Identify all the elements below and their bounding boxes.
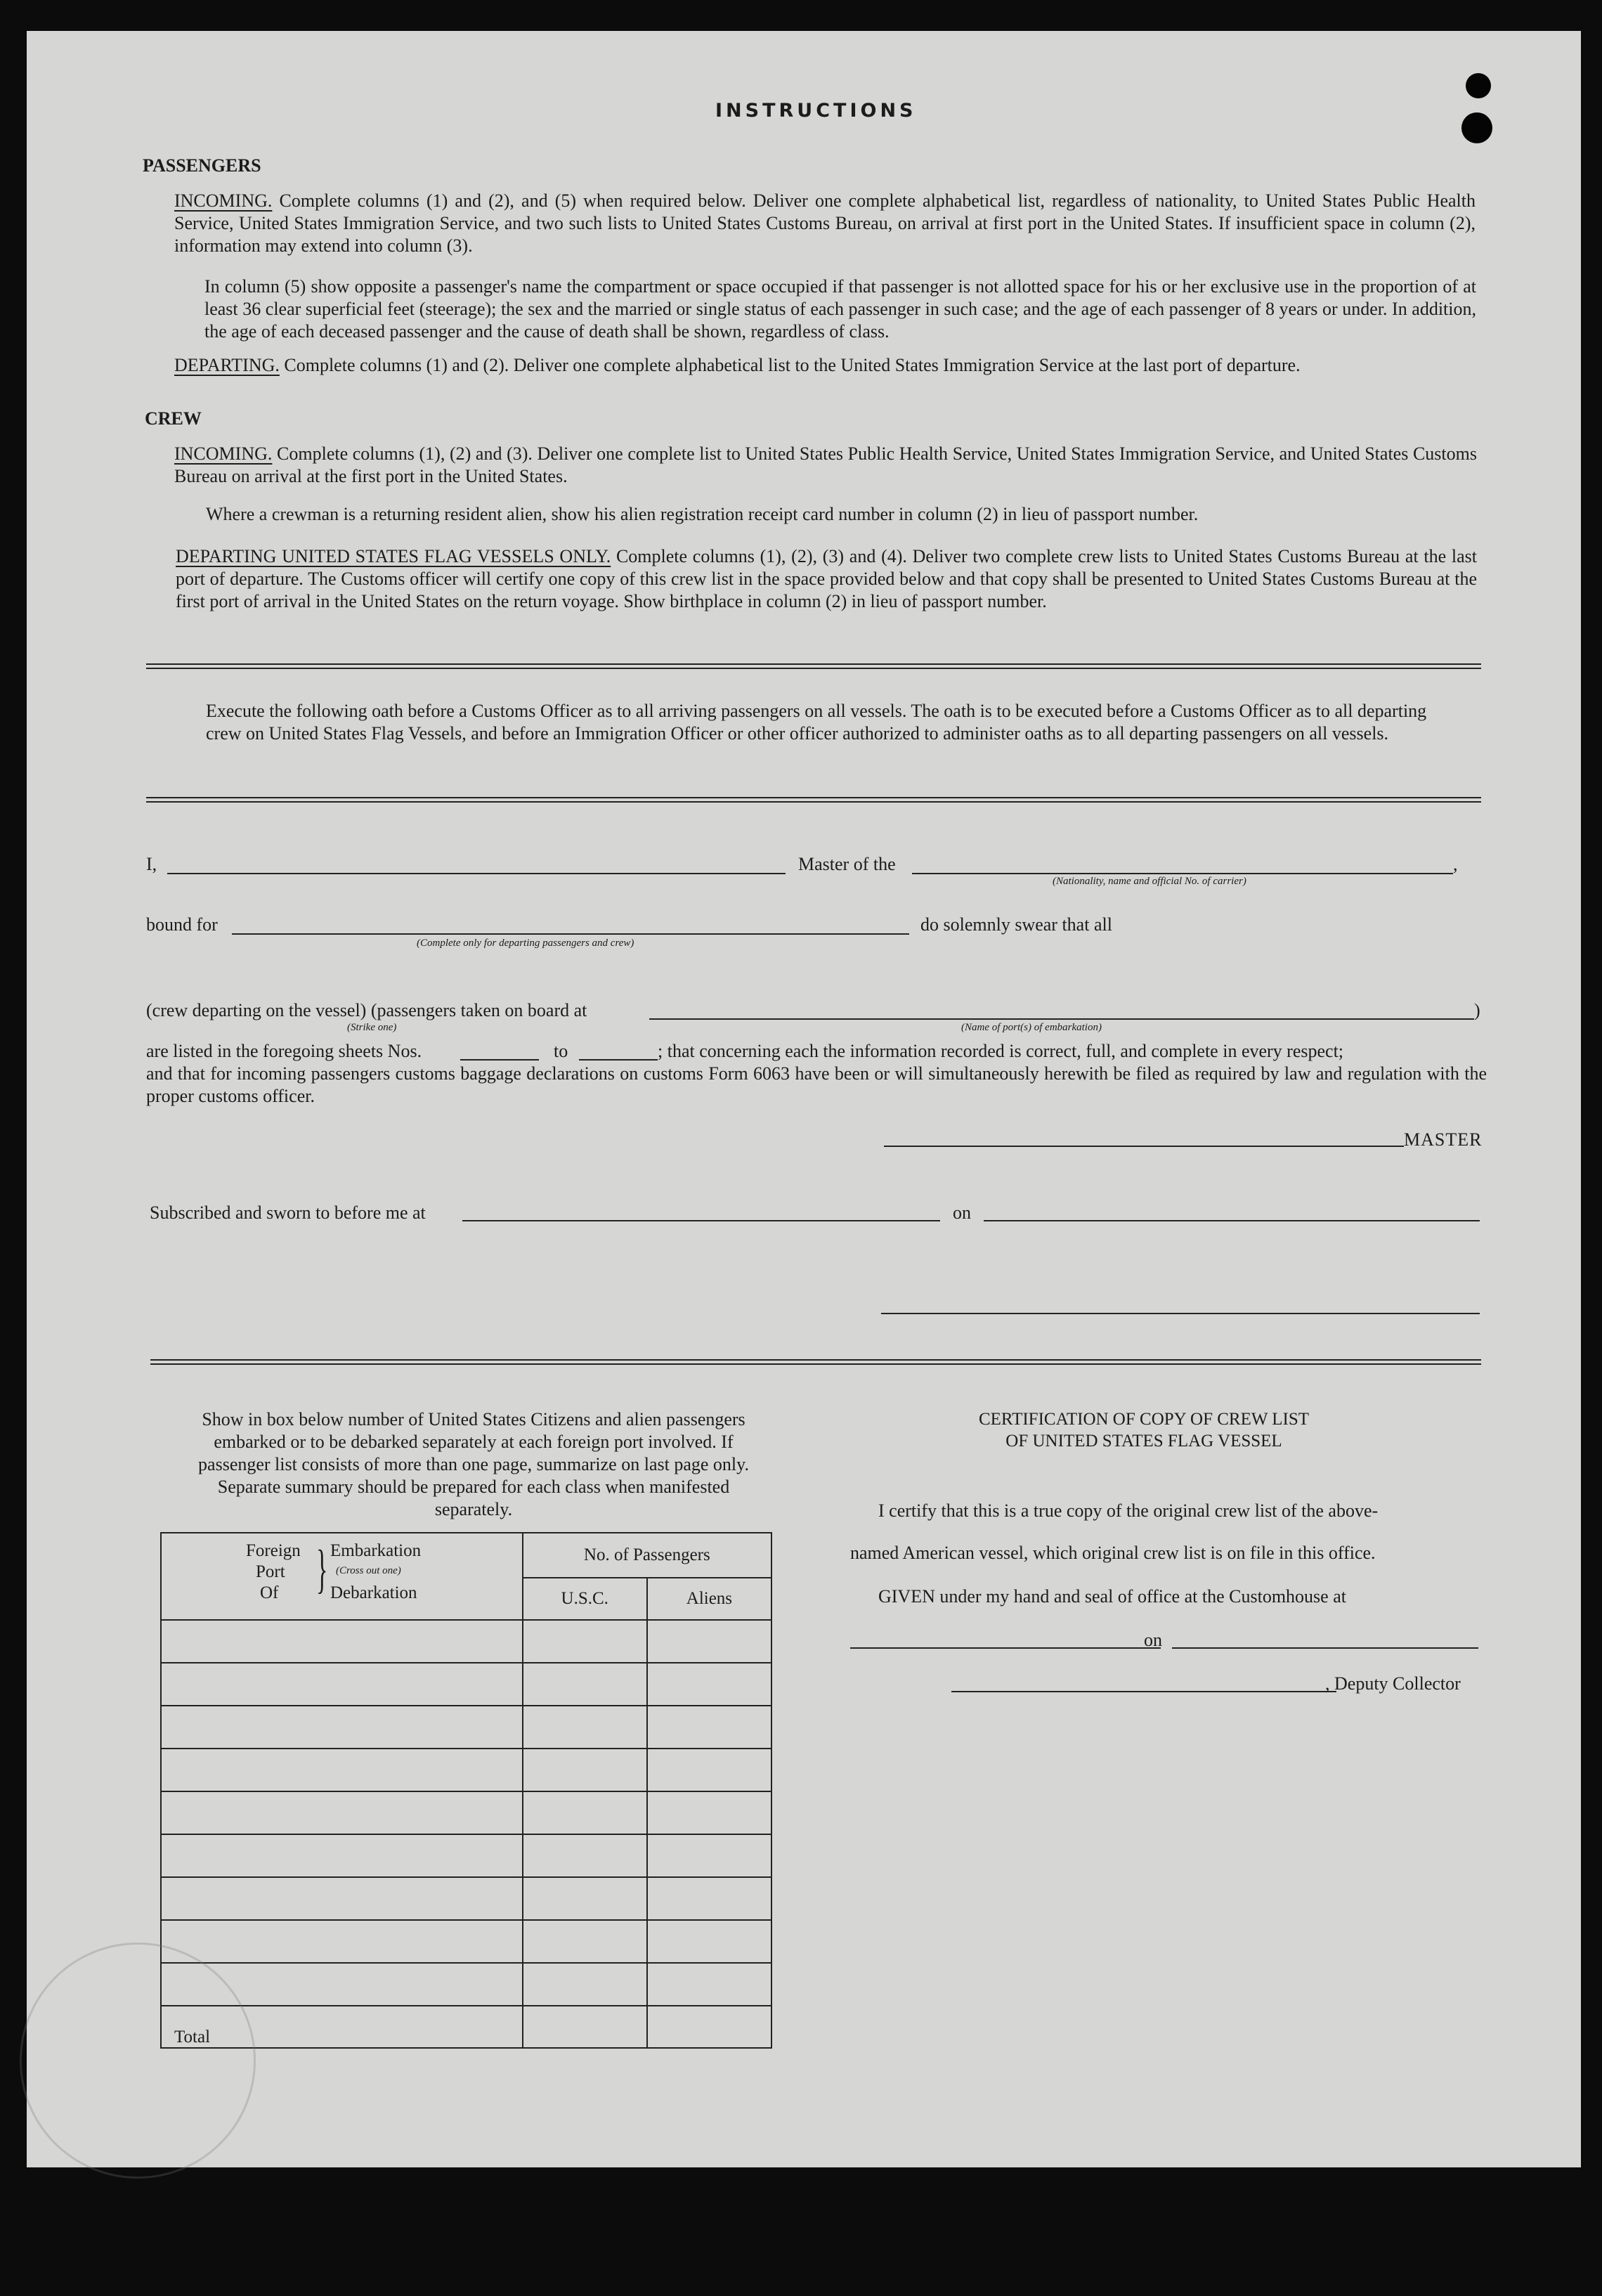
passengers-heading: PASSENGERS	[143, 155, 261, 176]
oath-comma: ,	[1453, 854, 1458, 874]
crew-departing-paragraph	[176, 545, 1477, 613]
certify-text: I certify that this is a true copy of the original crew list of the above-	[878, 1500, 1379, 1521]
embarkation-label: Embarkation	[330, 1541, 422, 1560]
table-row	[161, 1834, 771, 1877]
crew-departing-text: Complete columns (1), (2), (3) and (4). Deliver two complete crew lists to United States Customs Bureau at the last port of departure. The Customs officer will certify one copy of this crew list in the space provided below and that copy shall be presented to United States Customs Bureau at the first port of arrival in the United States on the return voyage. Show birthplace in column (2) in lieu of passport number.	[176, 546, 1478, 611]
given-text: GIVEN under my hand and seal of office at the Customhouse at	[878, 1586, 1346, 1607]
port-cell[interactable]	[161, 1920, 523, 1963]
usc-cell[interactable]	[523, 1749, 647, 1791]
certification-title-1: CERTIFICATION OF COPY OF CREW LIST	[978, 1410, 1310, 1429]
of-label: Of	[260, 1583, 279, 1602]
table-row	[161, 1706, 771, 1749]
table-row	[161, 1663, 771, 1706]
table-row	[161, 1877, 771, 1920]
passengers-departing-text: Complete columns (1) and (2). Deliver one complete alphabetical list to the United States Immigration Service at the last port of departure.	[284, 355, 1301, 375]
aliens-cell[interactable]	[647, 1749, 771, 1791]
foreign-label: Foreign	[246, 1541, 301, 1560]
divider-1	[146, 663, 1481, 669]
page-title: INSTRUCTIONS	[715, 100, 917, 122]
carrier-caption: (Nationality, name and official No. of carrier)	[1053, 876, 1246, 887]
table-row	[161, 1749, 771, 1791]
listed-rest: and that for incoming passengers customs baggage declarations on customs Form 6063 have been or will simultaneously herewith be filed as required by law and regulation with the proper customs officer.	[146, 1063, 1487, 1106]
usc-header: U.S.C.	[523, 1578, 647, 1620]
aliens-cell[interactable]	[647, 1620, 771, 1663]
passengers-incoming-label: INCOMING.	[174, 190, 273, 211]
sworn-date-line[interactable]	[984, 1220, 1480, 1221]
sworn-on-label: on	[953, 1202, 971, 1223]
crew-departing-label: DEPARTING UNITED STATES FLAG VESSELS ONLY.	[176, 546, 611, 566]
certification-title-2: OF UNITED STATES FLAG VESSEL	[1005, 1432, 1282, 1451]
close-paren: )	[1474, 1000, 1480, 1020]
stamp-seal	[20, 1942, 256, 2179]
listed-b: ; that concerning each the information recorded is correct, full, and complete in every respect;	[658, 1041, 1344, 1061]
aliens-cell[interactable]	[647, 1920, 771, 1963]
punch-hole-2	[1466, 73, 1491, 98]
usc-cell[interactable]	[523, 1920, 647, 1963]
form-sheet	[27, 31, 1581, 2167]
usc-cell[interactable]	[523, 1706, 647, 1749]
listed-a: are listed in the foregoing sheets Nos.	[146, 1041, 422, 1061]
usc-cell[interactable]	[523, 1834, 647, 1877]
aliens-header: Aliens	[647, 1578, 771, 1620]
swear-text: do solemnly swear that all	[920, 914, 1112, 935]
usc-total-cell[interactable]	[523, 2006, 647, 2048]
sworn-place-line[interactable]	[462, 1220, 940, 1221]
crew-incoming-paragraph	[174, 443, 1477, 488]
table-row	[161, 1963, 771, 2006]
usc-cell[interactable]	[523, 1963, 647, 2006]
subscribed-label: Subscribed and sworn to before me at	[150, 1202, 426, 1223]
punch-hole-1	[1461, 112, 1492, 143]
officer-signature-line[interactable]	[881, 1313, 1480, 1314]
aliens-cell[interactable]	[647, 1877, 771, 1920]
brace-icon: }	[316, 1540, 328, 1599]
ports-caption: (Name of port(s) of embarkation)	[961, 1022, 1102, 1033]
port-cell[interactable]	[161, 1749, 523, 1791]
ports-line[interactable]	[649, 1018, 1474, 1020]
named-text: named American vessel, which original crew list is on file in this office.	[850, 1543, 1376, 1563]
port-cell[interactable]	[161, 1834, 523, 1877]
usc-cell[interactable]	[523, 1791, 647, 1834]
crew-incoming-text: Complete columns (1), (2) and (3). Deliver one complete list to United States Public Health Service, United States Immigration Service, and United States Customs Bureau on arrival at the first port in the United States.	[174, 443, 1477, 486]
master-signature-line[interactable]	[884, 1146, 1404, 1147]
bound-for-line[interactable]	[232, 933, 909, 935]
crew-heading: CREW	[145, 408, 202, 429]
divider-3	[150, 1359, 1481, 1365]
crew-alien-text: Where a crewman is a returning resident alien, show his alien registration receipt card number in column (2) in lieu of passport number.	[206, 504, 1199, 524]
crew-incoming-label: INCOMING.	[174, 443, 273, 464]
port-label: Port	[256, 1562, 285, 1581]
listed-to: to	[554, 1041, 568, 1061]
passengers-incoming-text: Complete columns (1) and (2), and (5) when required below. Deliver one complete alphabetical list, regardless of nationality, to United States Public Health Service, United States Immigration Service, and two such lists to United States Customs Bureau, on arrival at first port in the United States. If insufficient space in column (2), information may extend into column (3).	[174, 190, 1476, 256]
port-header-cell	[161, 1533, 523, 1620]
table-row	[161, 1791, 771, 1834]
aliens-cell[interactable]	[647, 1706, 771, 1749]
deputy-collector-label: , Deputy Collector	[1325, 1673, 1461, 1694]
aliens-cell[interactable]	[647, 1963, 771, 2006]
bound-for-caption: (Complete only for departing passengers and crew)	[417, 938, 634, 949]
port-cell[interactable]	[161, 1620, 523, 1663]
crew-departing-text: (crew departing on the vessel) (passengers taken on board at	[146, 1000, 587, 1020]
sheet-to-line[interactable]	[579, 1059, 658, 1061]
passengers-departing-paragraph	[174, 354, 1476, 377]
usc-cell[interactable]	[523, 1663, 647, 1706]
aliens-cell[interactable]	[647, 1834, 771, 1877]
usc-cell[interactable]	[523, 1620, 647, 1663]
port-cell[interactable]	[161, 1706, 523, 1749]
bound-for-label: bound for	[146, 914, 218, 935]
oath-note: Execute the following oath before a Customs Officer as to all arriving passengers on all vessels. The oath is to be executed before a Customs Officer as to all departing crew on United States Flag Vessels, and before an Immigration Officer or other officer authorized to administer oaths as to all departing passengers on all vessels.	[206, 701, 1427, 744]
cert-on-label: on	[1144, 1630, 1162, 1650]
aliens-total-cell[interactable]	[647, 2006, 771, 2048]
port-cell[interactable]	[161, 1877, 523, 1920]
usc-cell[interactable]	[523, 1877, 647, 1920]
carrier-line[interactable]	[912, 873, 1453, 874]
cert-date-line[interactable]	[1172, 1647, 1478, 1649]
oath-i: I,	[146, 854, 157, 874]
summary-note: Show in box below number of United States Citizens and alien passengers embarked or to be debarked separately at each foreign port involved. If passenger list consists of more than one page, summarize on last page only. Separate summary should be prepared for each class when manifested separately.	[198, 1409, 749, 1519]
table-row	[161, 1920, 771, 1963]
deputy-signature-line[interactable]	[951, 1691, 1336, 1692]
passengers-departing-label: DEPARTING.	[174, 355, 280, 375]
no-passengers-header: No. of Passengers	[523, 1533, 771, 1578]
master-label: MASTER	[1404, 1129, 1483, 1150]
aliens-cell[interactable]	[647, 1663, 771, 1706]
passengers-column5-text: In column (5) show opposite a passenger's name the compartment or space occupied if that passenger is not allotted space for his or her exclusive use in the proportion of at least 36 clear superficial feet (steerage); the sex and the married or single status of each passenger in such case; and the age of each passenger of 8 years or under. In addition, the age of each deceased passenger and the cause of death shall be shown, regardless of class.	[204, 276, 1476, 342]
strike-one-caption: (Strike one)	[347, 1022, 397, 1033]
master-name-line[interactable]	[167, 873, 786, 874]
port-cell[interactable]	[161, 1663, 523, 1706]
sheet-from-line[interactable]	[460, 1059, 539, 1061]
summary-table	[160, 1532, 772, 2049]
debarkation-label: Debarkation	[330, 1583, 417, 1602]
customhouse-line[interactable]	[850, 1647, 1161, 1649]
port-cell[interactable]	[161, 1791, 523, 1834]
passengers-incoming-paragraph	[174, 190, 1476, 257]
master-of-label: Master of the	[798, 854, 896, 874]
cross-out-label: (Cross out one)	[336, 1565, 401, 1576]
total-label: Total	[161, 2006, 523, 2048]
aliens-cell[interactable]	[647, 1791, 771, 1834]
divider-2	[146, 797, 1481, 803]
table-row	[161, 1620, 771, 1663]
